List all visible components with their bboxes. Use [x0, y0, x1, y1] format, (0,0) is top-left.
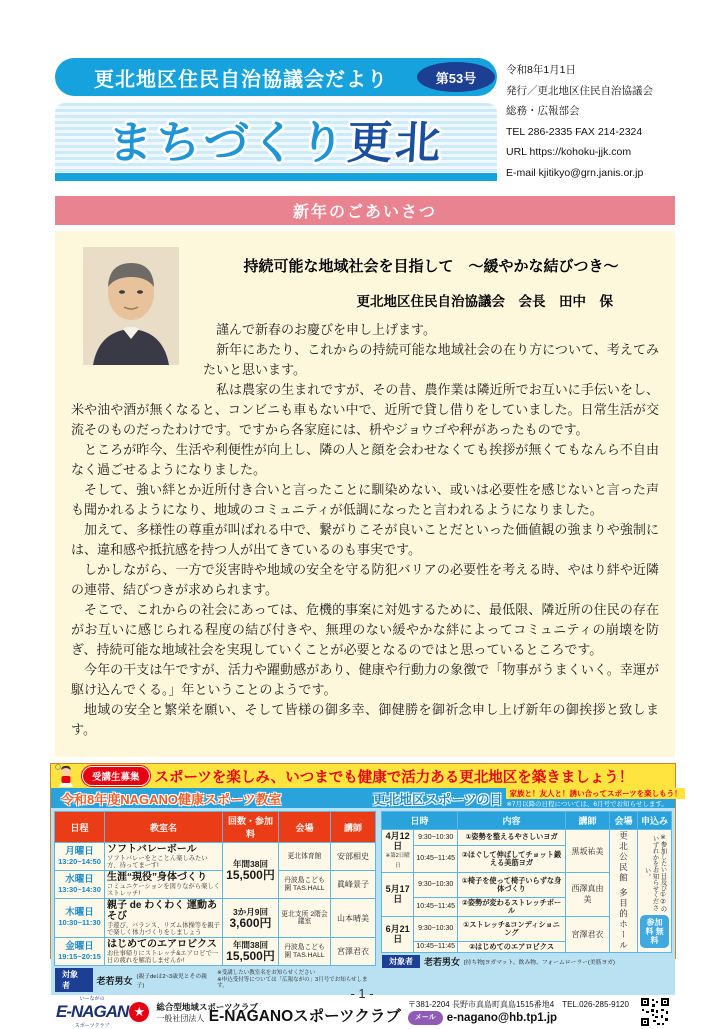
class-venue: 更北体育館	[279, 843, 331, 871]
org-name: E-NAGANOスポーツクラブ	[208, 1007, 401, 1025]
event-date: 5月17日	[382, 873, 414, 917]
class-name: はじめてのエアロビクス	[107, 939, 217, 950]
greeting-paragraph: 私は農家の生まれですが、その昔、農作業は隣近所でお互いに手伝いをし、米や油や酒が無くなると、コンビニも車もない中で、近所で貸し借りをしていました。日常生活が交流そのものだったわけです。ですから各家庭には、枡やジョウゴや秤があったものです。	[71, 382, 659, 437]
col-name: 教室名	[105, 812, 223, 843]
table-header-row	[382, 812, 672, 830]
greeting-paragraph: ところが昨今、生活や利便性が向上し、隣の人と顔を会わせなくても挨拶が無くてもなんら不自由なく過ごせるようになりました。	[71, 442, 659, 477]
newsletter-title-box	[55, 103, 497, 173]
col-teacher: 講師	[566, 812, 610, 830]
publication-date: 令和8年1月1日	[506, 64, 577, 76]
class-schedule-column	[54, 811, 376, 995]
fee-count: 年間38回	[233, 859, 268, 869]
class-venue: 更北支所 2階会議室	[279, 899, 331, 938]
col-fee: 回数・参加料	[223, 812, 279, 843]
event-content: ①ストレッチ&コンディショニング	[458, 916, 566, 941]
logo-subtitle: スポーツクラブ	[74, 1023, 110, 1029]
event-content: ②姿勢が変わるストレッチポール	[458, 897, 566, 916]
class-day: 金曜日	[65, 940, 94, 952]
col-teacher: 講師	[331, 812, 376, 843]
class-name: ソフトバレーボール	[107, 844, 197, 855]
event-content: ①姿勢を整えるやさしいヨガ	[458, 830, 566, 846]
class-time: 13:20~14:50	[58, 856, 101, 866]
sports-club-ad	[50, 763, 682, 1029]
table-header-row	[55, 812, 376, 843]
masthead	[55, 58, 497, 181]
tel-fax: TEL 286-2335 FAX 214-2324	[506, 125, 643, 138]
ad-headline: スポーツを楽しみ、いつまでも健康で活力ある更北地区を築きましょう！	[154, 769, 634, 786]
logo-text: E-NAGAN	[56, 1002, 129, 1021]
author-line: 更北地区住民自治協議会 会長 田中 保	[356, 294, 613, 309]
class-teacher: 山本晴美	[331, 899, 376, 938]
class-desc: ソフトバレーをとことん楽しみたい方、待ってまーす!	[107, 855, 208, 869]
col-venue: 会場	[610, 812, 638, 830]
organization	[156, 1001, 401, 1024]
col-day: 日程	[55, 812, 105, 843]
publication-info	[506, 60, 724, 183]
event-teacher: 宮澤君衣	[566, 916, 610, 952]
ad-body	[51, 808, 675, 995]
event-time: 9:30~10:30	[414, 873, 458, 898]
class-desc: 手遊び、バランス、リズム体操等を親子で楽しく体力づくりをしましょう	[107, 922, 220, 936]
event-time: 9:30~10:30	[414, 916, 458, 941]
class-venue: 丹波島こども園 TAS.HALL	[279, 871, 331, 899]
event-teacher: 黒坂祐美	[566, 830, 610, 873]
ad-header	[51, 764, 675, 788]
issue-badge: 第53号	[417, 62, 495, 92]
section-banner: 新年のごあいさつ	[55, 196, 675, 225]
table-row	[55, 843, 376, 871]
event-date: 6月21日	[382, 916, 414, 952]
org-prefix: 一般社団法人	[156, 1013, 205, 1023]
class-note-1: ※受講したい教室名をお知らせください	[217, 970, 316, 977]
event-content: ②ほぐして伸ばしてチョット鍛える美筋ヨガ	[458, 845, 566, 872]
class-teacher: 宮澤君衣	[331, 938, 376, 966]
event-time: 10:45~11:45	[414, 845, 458, 872]
newsletter-title-kana: まちづくり	[106, 116, 349, 168]
greeting-paragraph: 謹んで新春のお慶びを申し上げます。	[216, 322, 436, 337]
table-row	[55, 871, 376, 899]
event-time: 9:30~10:30	[414, 830, 458, 846]
class-time: 10:30~11:30	[58, 918, 101, 927]
event-time: 10:45~11:45	[414, 897, 458, 916]
ad-subtitles	[51, 788, 682, 808]
sports-day-note: ※7月以降の日程については、6月号でお知らせします。	[506, 801, 668, 808]
greeting-paragraph: そこで、これからの社会にあっては、危機的事案に対処するために、最低限、隣近所の住民の存在がお互いに感じられる程度の結び付きや、無理のない緩やかな絆によってコミュニティの崩壊を防ぎ、持続可能な地域社会を実現していくことが必要となるのではと思っているところです。	[71, 602, 659, 657]
sports-day-notes	[506, 788, 684, 808]
qr-code	[640, 997, 670, 1027]
chairman-photo-image	[83, 247, 179, 365]
table-row	[55, 938, 376, 966]
class-time: 13:30~14:30	[58, 884, 101, 894]
target-note: (親子deは2~3歳児とその親子)	[136, 974, 207, 989]
logo-reading: いーながの	[79, 996, 105, 1002]
class-desc: お仕事帰りにストレッチ&エアロビで一日の疲れを解消しませんか!	[107, 950, 219, 964]
email-link[interactable]: E-mail kjitikyo@grn.janis.or.jp	[506, 166, 644, 179]
fee-count: 3か月9回	[233, 906, 268, 917]
greeting-paragraph: そして、強い絆とか近所付き合いと言ったことに馴染めない、或いは必要性を感じないと言った声も聞かれるようになり、地域のコミュニティが低調になったと言われるようになりました。	[71, 482, 659, 517]
event-content: ②はじめてのエアロビクス	[458, 941, 566, 952]
newsletter-title-kanji: 更北	[346, 116, 445, 168]
class-day: 水曜日	[65, 873, 94, 885]
address: 〒381-2204 長野市真島町真島1515番地4 TEL.026-285-9120	[407, 1000, 629, 1009]
fee-price: 15,500円	[226, 868, 275, 882]
sports-day-slogan: 家族と！友人と！誘い合ってスポーツを楽しもう！	[506, 788, 684, 799]
event-content: ①椅子を使って椅子いらずな身体づくり	[458, 873, 566, 898]
target-value: 老若男女	[424, 956, 461, 967]
org-type: 総合型地域スポーツクラブ	[156, 1001, 258, 1012]
mail-badge: メール	[408, 1011, 443, 1025]
greeting-paragraph: しかしながら、一方で災害時や地域の安全を守る防犯バリアの必要性を考える時、やはり絆や近隣の連帯、結びつきが求められます。	[71, 562, 659, 597]
col-datetime: 日時	[382, 812, 458, 830]
event-teacher: 西澤真由美	[566, 873, 610, 917]
url-link[interactable]: URL https://kohoku-jjk.com	[506, 146, 632, 158]
class-schedule-table	[54, 811, 376, 966]
newsletter-title	[106, 106, 445, 171]
class-program-title: 令和8年度NAGANO健康スポーツ教室	[61, 791, 282, 807]
publisher: 発行／更北地区住民自治協議会	[506, 84, 653, 97]
target-note: [持ち物]ヨガマット、飲み物、フォームローラー(美筋ヨガ)	[464, 959, 615, 966]
apply-note: ※参加したい日及び①②のいずれかをお知らせください。	[643, 834, 667, 912]
class-venue: 丹波島こども園 TAS.HALL	[279, 938, 331, 966]
greeting-paragraph: 加えて、多様性の尊重が叫ばれる中で、繋がりこそが良いことだといった価値観の強まりや強制には、違和感や抵抗感を持つ人が出てきているのも事実です。	[71, 522, 659, 557]
target-value: 老若男女	[96, 975, 133, 986]
banner-title: 更北地区住民自治協議会だより	[94, 68, 388, 91]
sports-day-target-row	[381, 953, 672, 971]
col-content: 内容	[458, 812, 566, 830]
event-venue: 更北公民館 多目的ホール	[618, 831, 629, 951]
table-row	[382, 830, 672, 846]
class-name: 生涯“現役”身体づくり	[107, 872, 207, 883]
class-time: 19:15~20:15	[58, 951, 101, 961]
class-day: 木曜日	[65, 907, 94, 918]
event-date: 4月12日	[385, 831, 410, 851]
greeting-article	[55, 231, 675, 757]
greeting-paragraph: 新年にあたり、これからの持続可能な地域社会の在り方について、考えてみたいと思います。	[203, 342, 659, 377]
greeting-paragraph: 今年の干支は午ですが、活力や躍動感があり、健康や行動力の象徴で「物事がうまくいく。幸運が駆け込んでくる。」年ということのようです。	[71, 662, 659, 697]
class-day: 月曜日	[65, 845, 94, 857]
class-teacher: 安部相史	[331, 843, 376, 871]
fee-price: 15,500円	[226, 949, 275, 963]
title-underline-bar	[55, 173, 497, 181]
sports-day-table	[381, 811, 672, 953]
class-desc: コミュニケーションを図りながら楽しくストレッチ!	[107, 883, 220, 897]
fee-price: 3,600円	[229, 915, 272, 930]
target-label: 対象者	[382, 955, 420, 968]
class-name: 親子 de わくわく 運動あそび	[107, 900, 218, 922]
event-time: 10:45~11:45	[414, 941, 458, 952]
sports-day-title: 更北地区スポーツの日	[373, 791, 503, 807]
article-title: 持続可能な地域社会を目指して ～緩やかな結びつき～	[243, 258, 619, 275]
contact-info	[408, 999, 629, 1025]
table-row	[55, 899, 376, 938]
sports-day-column	[381, 811, 672, 995]
star-logo-icon: ★	[129, 1002, 149, 1022]
event-date-note: ※第2日曜日	[385, 853, 410, 869]
fee-count: 年間38回	[233, 940, 268, 950]
mascot-illustration	[55, 764, 77, 788]
recruit-badge: 受講生募集	[82, 766, 150, 786]
class-teacher: 眞峰景子	[331, 871, 376, 899]
col-apply: 申込み	[638, 812, 672, 830]
target-label: 対象者	[55, 968, 93, 992]
page-number: - 1 -	[350, 986, 374, 1001]
greeting-paragraph: 地域の安全と繁栄を願い、そして皆様の御多幸、御健勝を御祈念申し上げ新年の御挨拶と致します。	[71, 702, 659, 737]
col-venue: 会場	[279, 812, 331, 843]
club-email-link[interactable]: e-nagano@hb.tp1.jp	[446, 1012, 558, 1024]
free-badge: 参加料 無料	[640, 915, 669, 948]
class-note-2: ※申込受付等については「広報ながの」3月号でお知らせします。	[217, 976, 368, 990]
chairman-photo	[83, 247, 179, 365]
header-banner	[55, 58, 497, 96]
department: 総務・広報部会	[506, 105, 580, 117]
